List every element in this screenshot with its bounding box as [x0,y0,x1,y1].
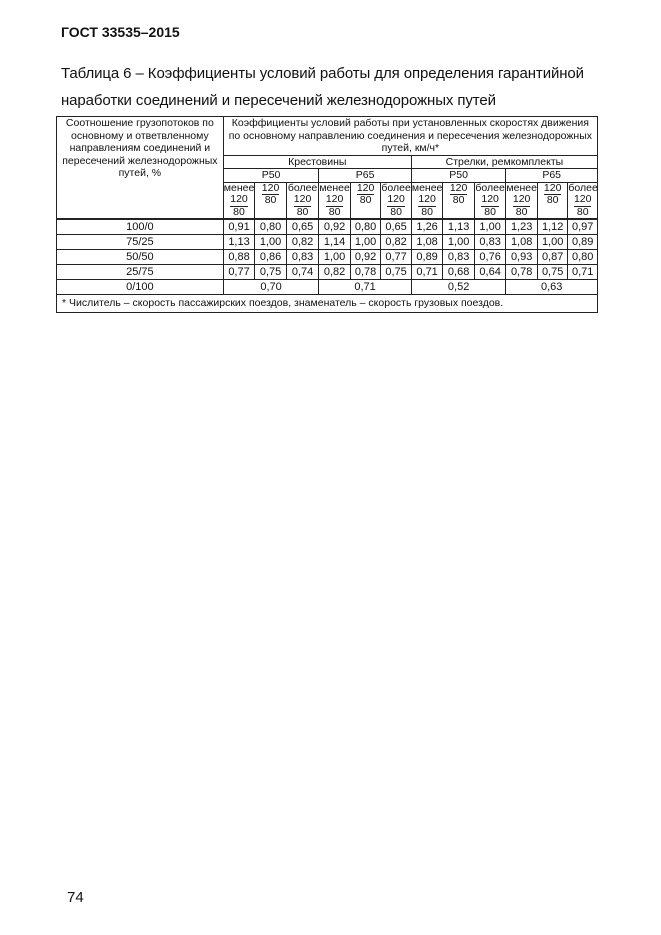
speed-fraction [481,194,499,218]
speed-fraction [513,194,531,218]
value-cell: 0,93 [506,250,538,265]
merged-value-cell: 0,52 [411,280,506,295]
speed-denominator: 80 [452,194,465,206]
speed-exact-cell [350,182,381,219]
speed-fraction [262,183,280,207]
row-label: 100/0 [57,219,224,235]
value-cell: 0,88 [223,250,255,265]
value-cell: 0,82 [286,235,319,250]
speed-more-cell [568,182,598,219]
value-cell: 0,89 [568,235,598,250]
table-row [57,219,598,235]
footnote: * Числитель – скорость пассажирских поездов, знаменатель – скорость грузовых поездов. [57,295,598,313]
rail-header: Р65 [319,169,412,183]
speed-numerator: 120 [293,193,312,205]
value-cell: 1,00 [319,250,351,265]
value-cell: 0,77 [223,265,255,280]
value-cell: 0,71 [411,265,443,280]
value-cell: 0,91 [223,219,255,235]
value-cell: 0,77 [381,250,412,265]
speed-less-label: менее [223,181,255,194]
table-row [57,265,598,280]
speed-less-label: менее [411,181,443,194]
speed-fraction [326,194,344,218]
speed-denominator: 80 [233,205,245,218]
value-cell: 0,86 [255,250,287,265]
group-header-crossings: Крестовины [223,155,411,169]
value-cell: 0,78 [506,265,538,280]
speed-fraction [418,194,436,218]
speed-numerator: 120 [512,193,531,205]
speed-denominator: 80 [515,205,528,218]
value-cell: 0,75 [255,265,287,280]
value-cell: 0,65 [381,219,412,235]
coefficients-table [56,116,598,313]
speed-numerator: 120 [481,193,499,205]
speed-fraction [357,183,375,207]
value-cell: 1,12 [537,219,568,235]
value-cell: 0,71 [568,265,598,280]
speed-more-cell [381,182,412,219]
speed-more-cell [286,182,319,219]
speed-denominator: 80 [576,205,589,218]
speed-numerator: 120 [387,193,405,205]
speed-numerator: 120 [449,181,468,194]
speed-numerator: 120 [418,193,436,205]
speed-denominator: 80 [546,194,559,206]
row-label: 50/50 [57,250,224,265]
speed-more-label: более [475,181,505,194]
speed-denominator: 80 [421,205,433,218]
speed-numerator: 120 [573,193,592,205]
value-cell: 1,14 [319,235,351,250]
row-label: 75/25 [57,235,224,250]
row-label: 25/75 [57,265,224,280]
speed-denominator: 80 [484,205,496,218]
speed-fraction [387,194,405,218]
value-cell: 0,97 [568,219,598,235]
speed-denominator: 80 [359,194,372,206]
speed-less-cell [506,182,538,219]
page-number: 74 [67,889,84,906]
value-cell: 0,80 [568,250,598,265]
rail-header: Р65 [506,169,598,183]
speed-numerator: 120 [543,181,562,194]
value-cell: 1,00 [443,235,475,250]
speed-denominator: 80 [296,205,309,218]
main-header: Коэффициенты условий работы при установленных скоростях движения по основному направлению соединения и пересечения железнодорожных путей, км/ч* [223,117,597,156]
merged-value-cell: 0,71 [319,280,412,295]
value-cell: 0,74 [286,265,319,280]
speed-numerator: 120 [325,193,344,205]
merged-value-cell: 0,63 [506,280,598,295]
speed-fraction [294,194,312,218]
speed-fraction [574,194,592,218]
speed-exact-cell [443,182,475,219]
table-row [57,280,598,295]
value-cell: 0,82 [319,265,351,280]
corner-header: Соотношение грузопотоков по основному и ответвленному направлениям соединений и пересечений железнодорожных путей, % [57,117,224,220]
value-cell: 0,75 [537,265,568,280]
value-cell: 1,08 [506,235,538,250]
value-cell: 0,82 [381,235,412,250]
value-cell: 1,13 [223,235,255,250]
table-caption: Таблица 6 – Коэффициенты условий работы для определения гарантийной наработки соединений и пересечений железнодорожных путей [61,65,584,109]
value-cell: 0,80 [255,219,287,235]
row-label: 0/100 [57,280,224,295]
speed-numerator: 120 [230,193,248,205]
speed-less-cell [319,182,351,219]
table-row [57,235,598,250]
value-cell: 1,00 [350,235,381,250]
speed-less-label: менее [506,181,537,194]
speed-exact-cell [537,182,568,219]
speed-denominator: 80 [390,205,402,218]
value-cell: 1,08 [411,235,443,250]
table-row [57,250,598,265]
speed-less-label: менее [319,181,350,194]
speed-less-cell [223,182,255,219]
value-cell: 0,89 [411,250,443,265]
speed-fraction [450,183,468,207]
value-cell: 0,76 [474,250,506,265]
speed-more-label: более [568,181,598,194]
rail-header: Р50 [411,169,506,183]
value-cell: 1,23 [506,219,538,235]
value-cell: 0,65 [286,219,319,235]
speed-fraction [544,183,562,207]
speed-more-label: более [381,181,411,194]
rail-header: Р50 [223,169,319,183]
value-cell: 1,00 [537,235,568,250]
speed-denominator: 80 [264,194,277,206]
value-cell: 0,92 [350,250,381,265]
value-cell: 0,75 [381,265,412,280]
value-cell: 1,13 [443,219,475,235]
speed-more-label: более [287,181,318,194]
speed-numerator: 120 [356,181,375,194]
value-cell: 0,83 [443,250,475,265]
merged-value-cell: 0,70 [223,280,319,295]
standard-code: ГОСТ 33535–2015 [61,24,180,40]
speed-less-cell [411,182,443,219]
value-cell: 1,00 [474,219,506,235]
speed-denominator: 80 [328,205,341,218]
value-cell: 0,92 [319,219,351,235]
value-cell: 0,80 [350,219,381,235]
group-header-switches: Стрелки, ремкомплекты [411,155,597,169]
value-cell: 0,83 [474,235,506,250]
value-cell: 1,00 [255,235,287,250]
speed-more-cell [474,182,506,219]
speed-exact-cell [255,182,287,219]
value-cell: 0,78 [350,265,381,280]
speed-fraction [230,194,248,218]
value-cell: 0,68 [443,265,475,280]
value-cell: 0,87 [537,250,568,265]
value-cell: 0,64 [474,265,506,280]
footnote-row [57,295,598,313]
value-cell: 0,83 [286,250,319,265]
speed-numerator: 120 [261,181,280,194]
value-cell: 1,26 [411,219,443,235]
